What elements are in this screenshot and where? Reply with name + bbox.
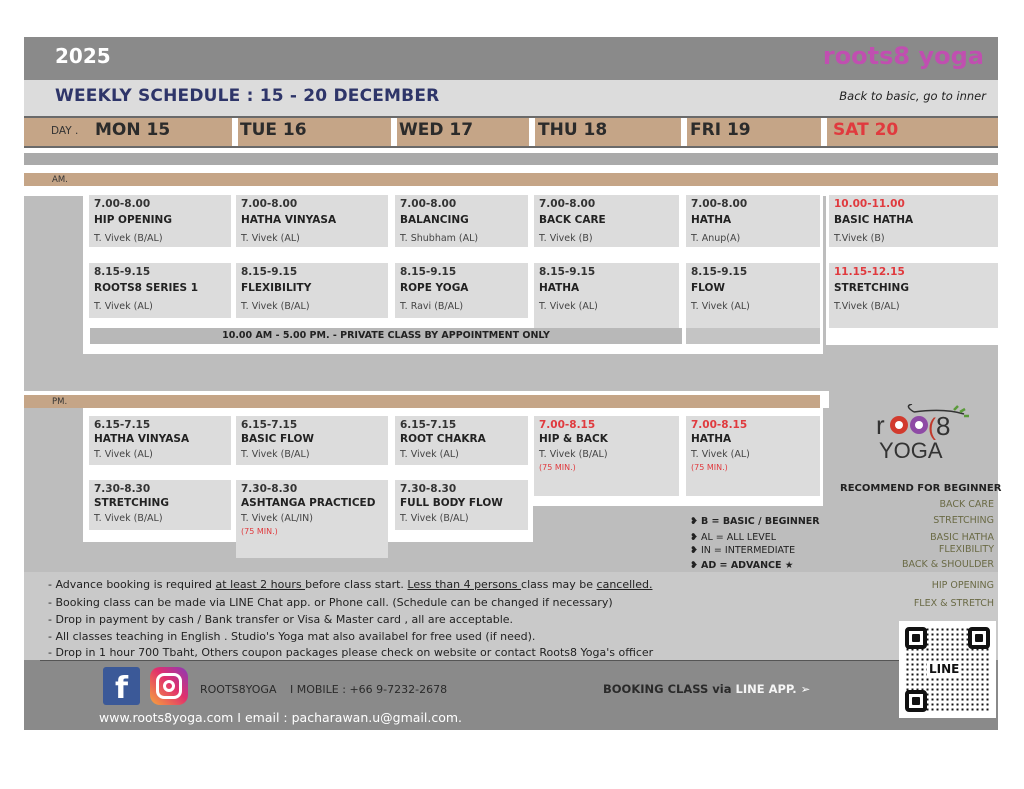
class-card[interactable] xyxy=(395,416,528,465)
class-time: 8.15-9.15 xyxy=(400,266,457,278)
class-teacher: T. Vivek (AL) xyxy=(691,449,750,460)
class-name: HIP OPENING xyxy=(94,214,172,226)
note-pricing: - Drop in 1 hour 700 Tbaht, Others coupon packages please check on website or contact Roots8 Yoga's officer xyxy=(48,646,654,659)
class-name: BALANCING xyxy=(400,214,469,226)
class-card[interactable] xyxy=(686,416,820,496)
day-tue: TUE 16 xyxy=(240,120,307,140)
mobile-number[interactable]: I MOBILE : +66 9-7232-2678 xyxy=(290,683,448,696)
note-booking: - Advance booking is required at least 2 hours before class start. Less than 4 persons class may be cancelled. xyxy=(48,578,653,591)
class-card[interactable] xyxy=(534,263,679,328)
class-teacher: T. Anup(A) xyxy=(691,233,741,244)
facebook-icon[interactable]: f xyxy=(103,667,140,705)
qr-finder xyxy=(905,627,927,649)
recommend-item: BACK CARE xyxy=(939,499,994,510)
day-fri: FRI 19 xyxy=(690,120,751,140)
class-card[interactable] xyxy=(686,263,820,328)
sat-filler xyxy=(829,345,998,390)
footer-divider xyxy=(40,660,900,661)
class-name: ROOT CHAKRA xyxy=(400,433,486,445)
class-time: 6.15-7.15 xyxy=(400,419,457,431)
class-duration: (75 MIN.) xyxy=(539,463,576,472)
class-teacher: T. Ravi (B/AL) xyxy=(400,301,464,312)
recommend-title: RECOMMEND FOR BEGINNER xyxy=(840,483,1002,494)
class-name: FULL BODY FLOW xyxy=(400,497,503,509)
booking-cta[interactable]: BOOKING CLASS via LINE APP. ➢ xyxy=(603,682,811,696)
class-teacher: T. Vivek (B/AL) xyxy=(241,301,310,312)
class-teacher: T. Vivek (B/AL) xyxy=(241,449,310,460)
class-name: HIP & BACK xyxy=(539,433,608,445)
legend-item: ❥ AD = ADVANCE ★ xyxy=(690,560,794,571)
class-time: 8.15-9.15 xyxy=(241,266,298,278)
class-name: ASHTANGA PRACTICED xyxy=(241,497,376,509)
class-teacher: T. Vivek (B/AL) xyxy=(94,233,163,244)
class-teacher: T.Vivek (B/AL) xyxy=(834,301,900,312)
class-time: 7.30-8.30 xyxy=(400,483,457,495)
class-name: BASIC HATHA xyxy=(834,214,914,226)
class-teacher: T. Shubham (AL) xyxy=(400,233,479,244)
class-card[interactable] xyxy=(89,416,231,465)
class-time: 6.15-7.15 xyxy=(94,419,151,431)
class-name: FLOW xyxy=(691,282,725,294)
day-thu: THU 18 xyxy=(538,120,608,140)
class-card[interactable] xyxy=(829,195,998,247)
legend-item: ❥ IN = INTERMEDIATE xyxy=(690,545,796,556)
class-card[interactable] xyxy=(395,263,528,318)
recommend-item: STRETCHING xyxy=(933,515,994,526)
class-time: 7.00-8.15 xyxy=(691,419,748,431)
legend-item: ❥ B = BASIC / BEGINNER xyxy=(690,516,820,527)
year-label: 2025 xyxy=(55,44,111,68)
class-time: 7.30-8.30 xyxy=(241,483,298,495)
class-time: 7.00-8.00 xyxy=(94,198,151,210)
class-name: FLEXIBILITY xyxy=(241,282,312,294)
svg-text:YOGA: YOGA xyxy=(879,438,943,463)
class-teacher: T. Vivek (B) xyxy=(539,233,593,244)
class-card[interactable] xyxy=(534,195,679,247)
svg-text:8: 8 xyxy=(936,411,951,441)
day-mon: MON 15 xyxy=(95,120,171,140)
recommend-item: BASIC HATHA xyxy=(930,532,994,543)
class-name: HATHA VINYASA xyxy=(241,214,337,226)
day-separator xyxy=(821,118,827,146)
class-card[interactable] xyxy=(236,263,388,318)
class-teacher: T. Vivek (AL) xyxy=(400,449,459,460)
website-email[interactable]: www.roots8yoga.com I email : pacharawan.u@gmail.com. xyxy=(99,710,463,725)
note-payment: - Drop in payment by cash / Bank transfer or Visa & Master card , all are acceptable. xyxy=(48,613,514,626)
pm-label: PM. xyxy=(52,397,68,407)
class-card[interactable] xyxy=(89,263,231,318)
class-time: 11.15-12.15 xyxy=(834,266,905,278)
class-name: ROOTS8 SERIES 1 xyxy=(94,282,199,294)
class-card[interactable] xyxy=(236,416,388,465)
class-teacher: T. Vivek (AL/IN) xyxy=(241,513,313,524)
roots8-yoga-logo xyxy=(874,404,974,464)
class-card[interactable] xyxy=(395,480,528,530)
day-label: DAY . xyxy=(51,125,79,137)
recommend-item: HIP OPENING xyxy=(931,580,994,591)
class-time: 7.00-8.15 xyxy=(539,419,596,431)
class-teacher: T. Vivek (AL) xyxy=(691,301,750,312)
class-time: 6.15-7.15 xyxy=(241,419,298,431)
class-name: STRETCHING xyxy=(94,497,169,509)
divider-bar xyxy=(24,153,998,165)
svg-text:r: r xyxy=(876,410,885,440)
class-card[interactable] xyxy=(686,195,820,247)
class-time: 8.15-9.15 xyxy=(539,266,596,278)
day-separator xyxy=(529,118,535,146)
note-language: - All classes teaching in English . Studio's Yoga mat also availabel for free used (if need). xyxy=(48,630,536,643)
qr-finder xyxy=(905,690,927,712)
day-separator xyxy=(681,118,687,146)
line-label: LINE xyxy=(929,662,960,676)
pm-band xyxy=(24,395,820,408)
recommend-item: FLEX & STRETCH xyxy=(913,598,994,609)
class-teacher: T. Vivek (AL) xyxy=(94,449,153,460)
qr-finder xyxy=(968,627,990,649)
legend-item: ❥ AL = ALL LEVEL xyxy=(690,532,776,543)
class-time: 7.00-8.00 xyxy=(691,198,748,210)
class-teacher: T. Vivek (B/AL) xyxy=(400,513,469,524)
class-time: 7.30-8.30 xyxy=(94,483,151,495)
class-teacher: T. Vivek (B/AL) xyxy=(539,449,608,460)
class-time: 10.00-11.00 xyxy=(834,198,905,210)
class-time: 8.15-9.15 xyxy=(94,266,151,278)
class-time: 7.00-8.00 xyxy=(539,198,596,210)
class-card[interactable] xyxy=(236,195,388,247)
class-name: HATHA VINYASA xyxy=(94,433,190,445)
class-name: BASIC FLOW xyxy=(241,433,314,445)
class-name: HATHA xyxy=(691,214,732,226)
instagram-icon[interactable] xyxy=(150,667,188,705)
class-name: HATHA xyxy=(539,282,580,294)
private-note-extension xyxy=(686,328,820,344)
page-title: WEEKLY SCHEDULE : 15 - 20 DECEMBER xyxy=(55,86,440,106)
class-time: 8.15-9.15 xyxy=(691,266,748,278)
line-qr-code[interactable] xyxy=(899,621,996,718)
day-separator xyxy=(391,118,397,146)
class-name: BACK CARE xyxy=(539,214,606,226)
class-name: HATHA xyxy=(691,433,732,445)
class-duration: (75 MIN.) xyxy=(691,463,728,472)
class-duration: (75 MIN.) xyxy=(241,527,278,536)
class-card[interactable] xyxy=(395,195,528,247)
class-teacher: T. Vivek (AL) xyxy=(539,301,598,312)
private-class-note: 10.00 AM - 5.00 PM. - PRIVATE CLASS BY APPOINTMENT ONLY xyxy=(90,328,682,344)
tagline: Back to basic, go to inner xyxy=(839,89,986,103)
class-teacher: T. Vivek (AL) xyxy=(94,301,153,312)
class-teacher: T. Vivek (AL) xyxy=(241,233,300,244)
class-card[interactable] xyxy=(534,416,679,496)
class-name: ROPE YOGA xyxy=(400,282,469,294)
recommend-item: FLEXIBILITY xyxy=(938,544,994,555)
class-name: STRETCHING xyxy=(834,282,909,294)
class-teacher: T.Vivek (B) xyxy=(834,233,885,244)
class-card[interactable] xyxy=(236,480,388,558)
social-handle[interactable]: ROOTS8YOGA xyxy=(200,683,277,696)
class-card[interactable] xyxy=(89,480,231,530)
day-sat: SAT 20 xyxy=(833,120,899,140)
svg-text:(: ( xyxy=(928,414,936,441)
recommend-item: BACK & SHOULDER xyxy=(902,559,994,570)
am-band xyxy=(24,173,998,186)
day-wed: WED 17 xyxy=(399,120,474,140)
class-time: 7.00-8.00 xyxy=(400,198,457,210)
class-card[interactable] xyxy=(829,263,998,328)
brand-name: roots8 yoga xyxy=(822,42,984,70)
class-teacher: T. Vivek (B/AL) xyxy=(94,513,163,524)
am-label: AM. xyxy=(52,175,68,185)
note-line: - Booking class can be made via LINE Chat app. or Phone call. (Schedule can be changed if necessary) xyxy=(48,596,613,609)
day-separator xyxy=(232,118,238,146)
class-time: 7.00-8.00 xyxy=(241,198,298,210)
class-card[interactable] xyxy=(89,195,231,247)
